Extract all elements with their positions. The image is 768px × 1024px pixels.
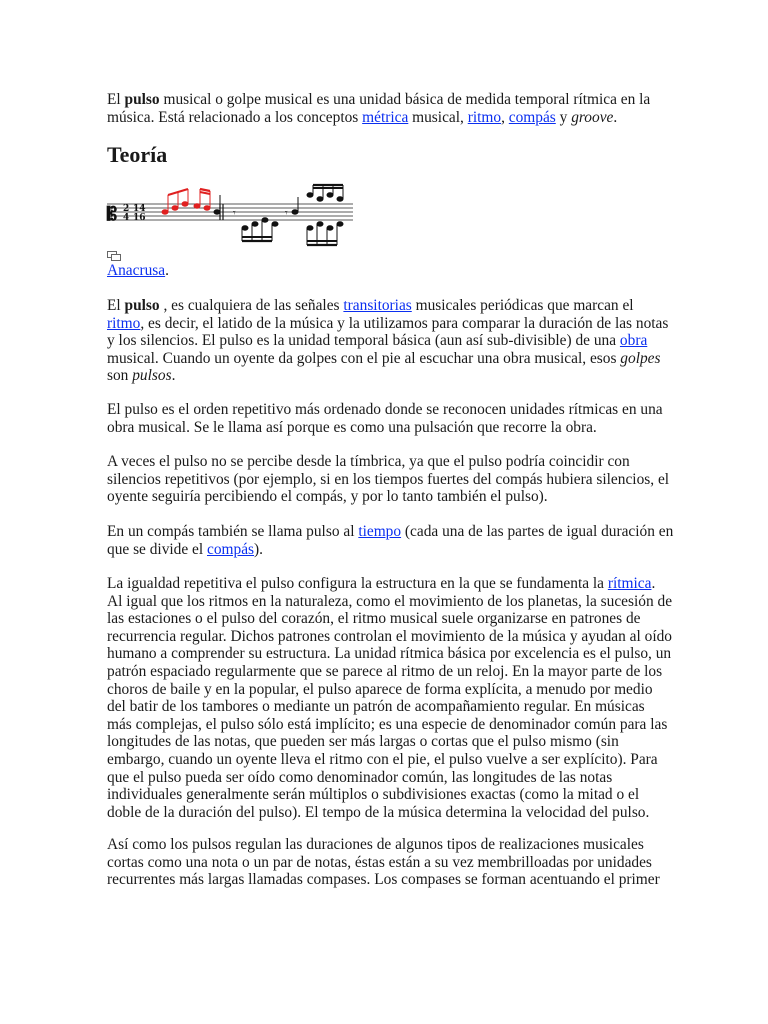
text: (cada una de las partes de igual duración en (401, 523, 674, 540)
text: musical o golpe musical es una unidad básica de medida temporal rítmica en la (159, 91, 651, 108)
text-line: choros de baile y en la popular, el pulso aparece de forma explícita, a menudo por medio (107, 680, 653, 698)
link-compas[interactable]: compás (508, 108, 556, 126)
link-metrica[interactable]: métrica (362, 108, 409, 126)
text-line: silencios repetitivos (por ejemplo, si en los tiempos fuertes del compás hubiera silencios, el (107, 470, 670, 488)
italic-groove: groove (571, 108, 614, 126)
time-signature-bottom-2: 16 (133, 213, 146, 223)
text-line: doble de la duración del pulso). El tempo de la música determina la velocidad del pulso. (107, 803, 650, 821)
text: musical, (408, 108, 468, 126)
text: son (107, 367, 133, 385)
text: . (171, 367, 176, 385)
text: y los silencios. El pulso es la unidad temporal básica (aun así sub-divisible) de una (107, 332, 620, 350)
text: , es cualquiera de las señales (159, 297, 344, 314)
text-line: patrón espaciado regularmente que se parece al ritmo de un reloj. En la mayor parte de los (107, 662, 663, 680)
paragraph-2 (107, 401, 667, 436)
main-notes (214, 185, 343, 245)
text: que se divide el (107, 540, 208, 558)
text-line: del batir de los tambores o mediante un patrón de acompañamiento regular. En músicas (107, 698, 645, 716)
text: musical. Cuando un oyente da golpes con el pie al escuchar una obra musical, esos (107, 349, 621, 367)
anacrusis-notes (162, 189, 210, 214)
time-signature-top-2: 14 (133, 204, 146, 214)
text: y (555, 108, 572, 126)
figure-caption (107, 262, 667, 280)
text-line: recurrencia regular. Dichos patrones controlan el movimiento de la música y ayudan al oído (107, 627, 672, 645)
paragraph-1 (107, 297, 667, 385)
svg-text:𝄾: 𝄾 (285, 208, 288, 219)
text: , (501, 108, 509, 126)
text: La igualdad repetitiva el pulso configura la estructura en la que se fundamenta la (107, 575, 608, 592)
bold-term-pulso: pulso (124, 91, 160, 108)
time-signature-top: 2 (123, 204, 130, 214)
text-line: obra musical. Se le llama así porque es como una pulsación que recorre la obra. (107, 418, 597, 436)
link-tiempo[interactable]: tiempo (358, 523, 402, 540)
intro-paragraph (107, 91, 667, 126)
link-ritmo[interactable]: ritmo (107, 314, 141, 332)
text-line: recurrentes más largas llamadas compases. Los compases se forman acentuando el primer (107, 871, 660, 889)
paragraph-4 (107, 523, 674, 558)
section-title: Teoría (107, 142, 168, 167)
link-ritmica[interactable]: rítmica (607, 575, 652, 592)
text-line: que el pulso pueda ser oído como denominador común, las longitudes de las notas (107, 768, 613, 786)
link-transitorias[interactable]: transitorias (343, 297, 412, 314)
text-line: Al igual que los ritmos en la naturaleza, como el movimiento de los planetas, la sucesión de (107, 592, 673, 610)
time-signature-bottom: 4 (123, 213, 130, 223)
text-line: humano a comprender su estructura. La unidad rítmica básica por excelencia es el pulso, un (107, 645, 672, 663)
text: El (107, 91, 125, 108)
bold-term-pulso: pulso (124, 297, 160, 314)
text-line: El pulso es el orden repetitivo más ordenado donde se reconocen unidades rítmicas en una (107, 401, 663, 418)
text: . (651, 575, 656, 592)
text-line: A veces el pulso no se percibe desde la tímbrica, ya que el pulso podría coincidir con (107, 453, 630, 470)
paragraph-5 (107, 575, 673, 821)
text-line: embargo, cuando un oyente lleva el ritmo con el pie, el pulso vuelve a ser explícito). Para (107, 750, 658, 768)
link-ritmo[interactable]: ritmo (467, 108, 502, 126)
text-line: más complejas, el pulso sólo está implícito; es una especie de denominador común para las (107, 715, 668, 733)
svg-text:𝄾: 𝄾 (233, 208, 236, 219)
text: En un compás también se llama pulso al (107, 523, 359, 540)
link-compas[interactable]: compás (207, 540, 255, 558)
clef-icon: 𝄡 (107, 204, 118, 225)
text-line: las estaciones o el pulso del corazón, el ritmo musical suele organizarse en patrones de (107, 610, 641, 628)
text-line: individuales generalmente serán múltiplos o subdivisiones exactas (como la mitad o el (107, 786, 640, 804)
text: música. Está relacionado a los conceptos (107, 108, 363, 126)
text: ). (254, 540, 264, 558)
italic-golpes: golpes (620, 349, 661, 367)
italic-pulsos: pulsos (132, 367, 172, 385)
paragraph-6 (107, 836, 667, 889)
intro-line-1 (107, 91, 667, 109)
text-line: Así como los pulsos regulan las duraciones de algunos tipos de realizaciones musicales (107, 836, 644, 853)
text: musicales periódicas que marcan el (411, 297, 634, 314)
text: . (613, 108, 618, 126)
text: . (165, 262, 169, 279)
link-anacrusa[interactable]: Anacrusa (107, 262, 166, 279)
text: , es decir, el latido de la música y la utilizamos para comparar la duración de las notas (140, 314, 669, 332)
intro-line-2 (107, 109, 667, 127)
text: El (107, 297, 125, 314)
text-line: longitudes de las notas, que pueden ser más largas o cortas que el pulso mismo (sin (107, 733, 619, 751)
text-line: cortas como una nota o un par de notas, éstas están a su vez membrilloadas por unidades (107, 853, 652, 871)
link-obra[interactable]: obra (619, 332, 648, 350)
enlarge-icon[interactable] (107, 251, 121, 261)
text-line: oyente seguiría percibiendo el compás, y por lo tanto también el pulso). (107, 488, 548, 506)
paragraph-3 (107, 453, 670, 506)
music-notation-figure[interactable] (105, 183, 355, 249)
